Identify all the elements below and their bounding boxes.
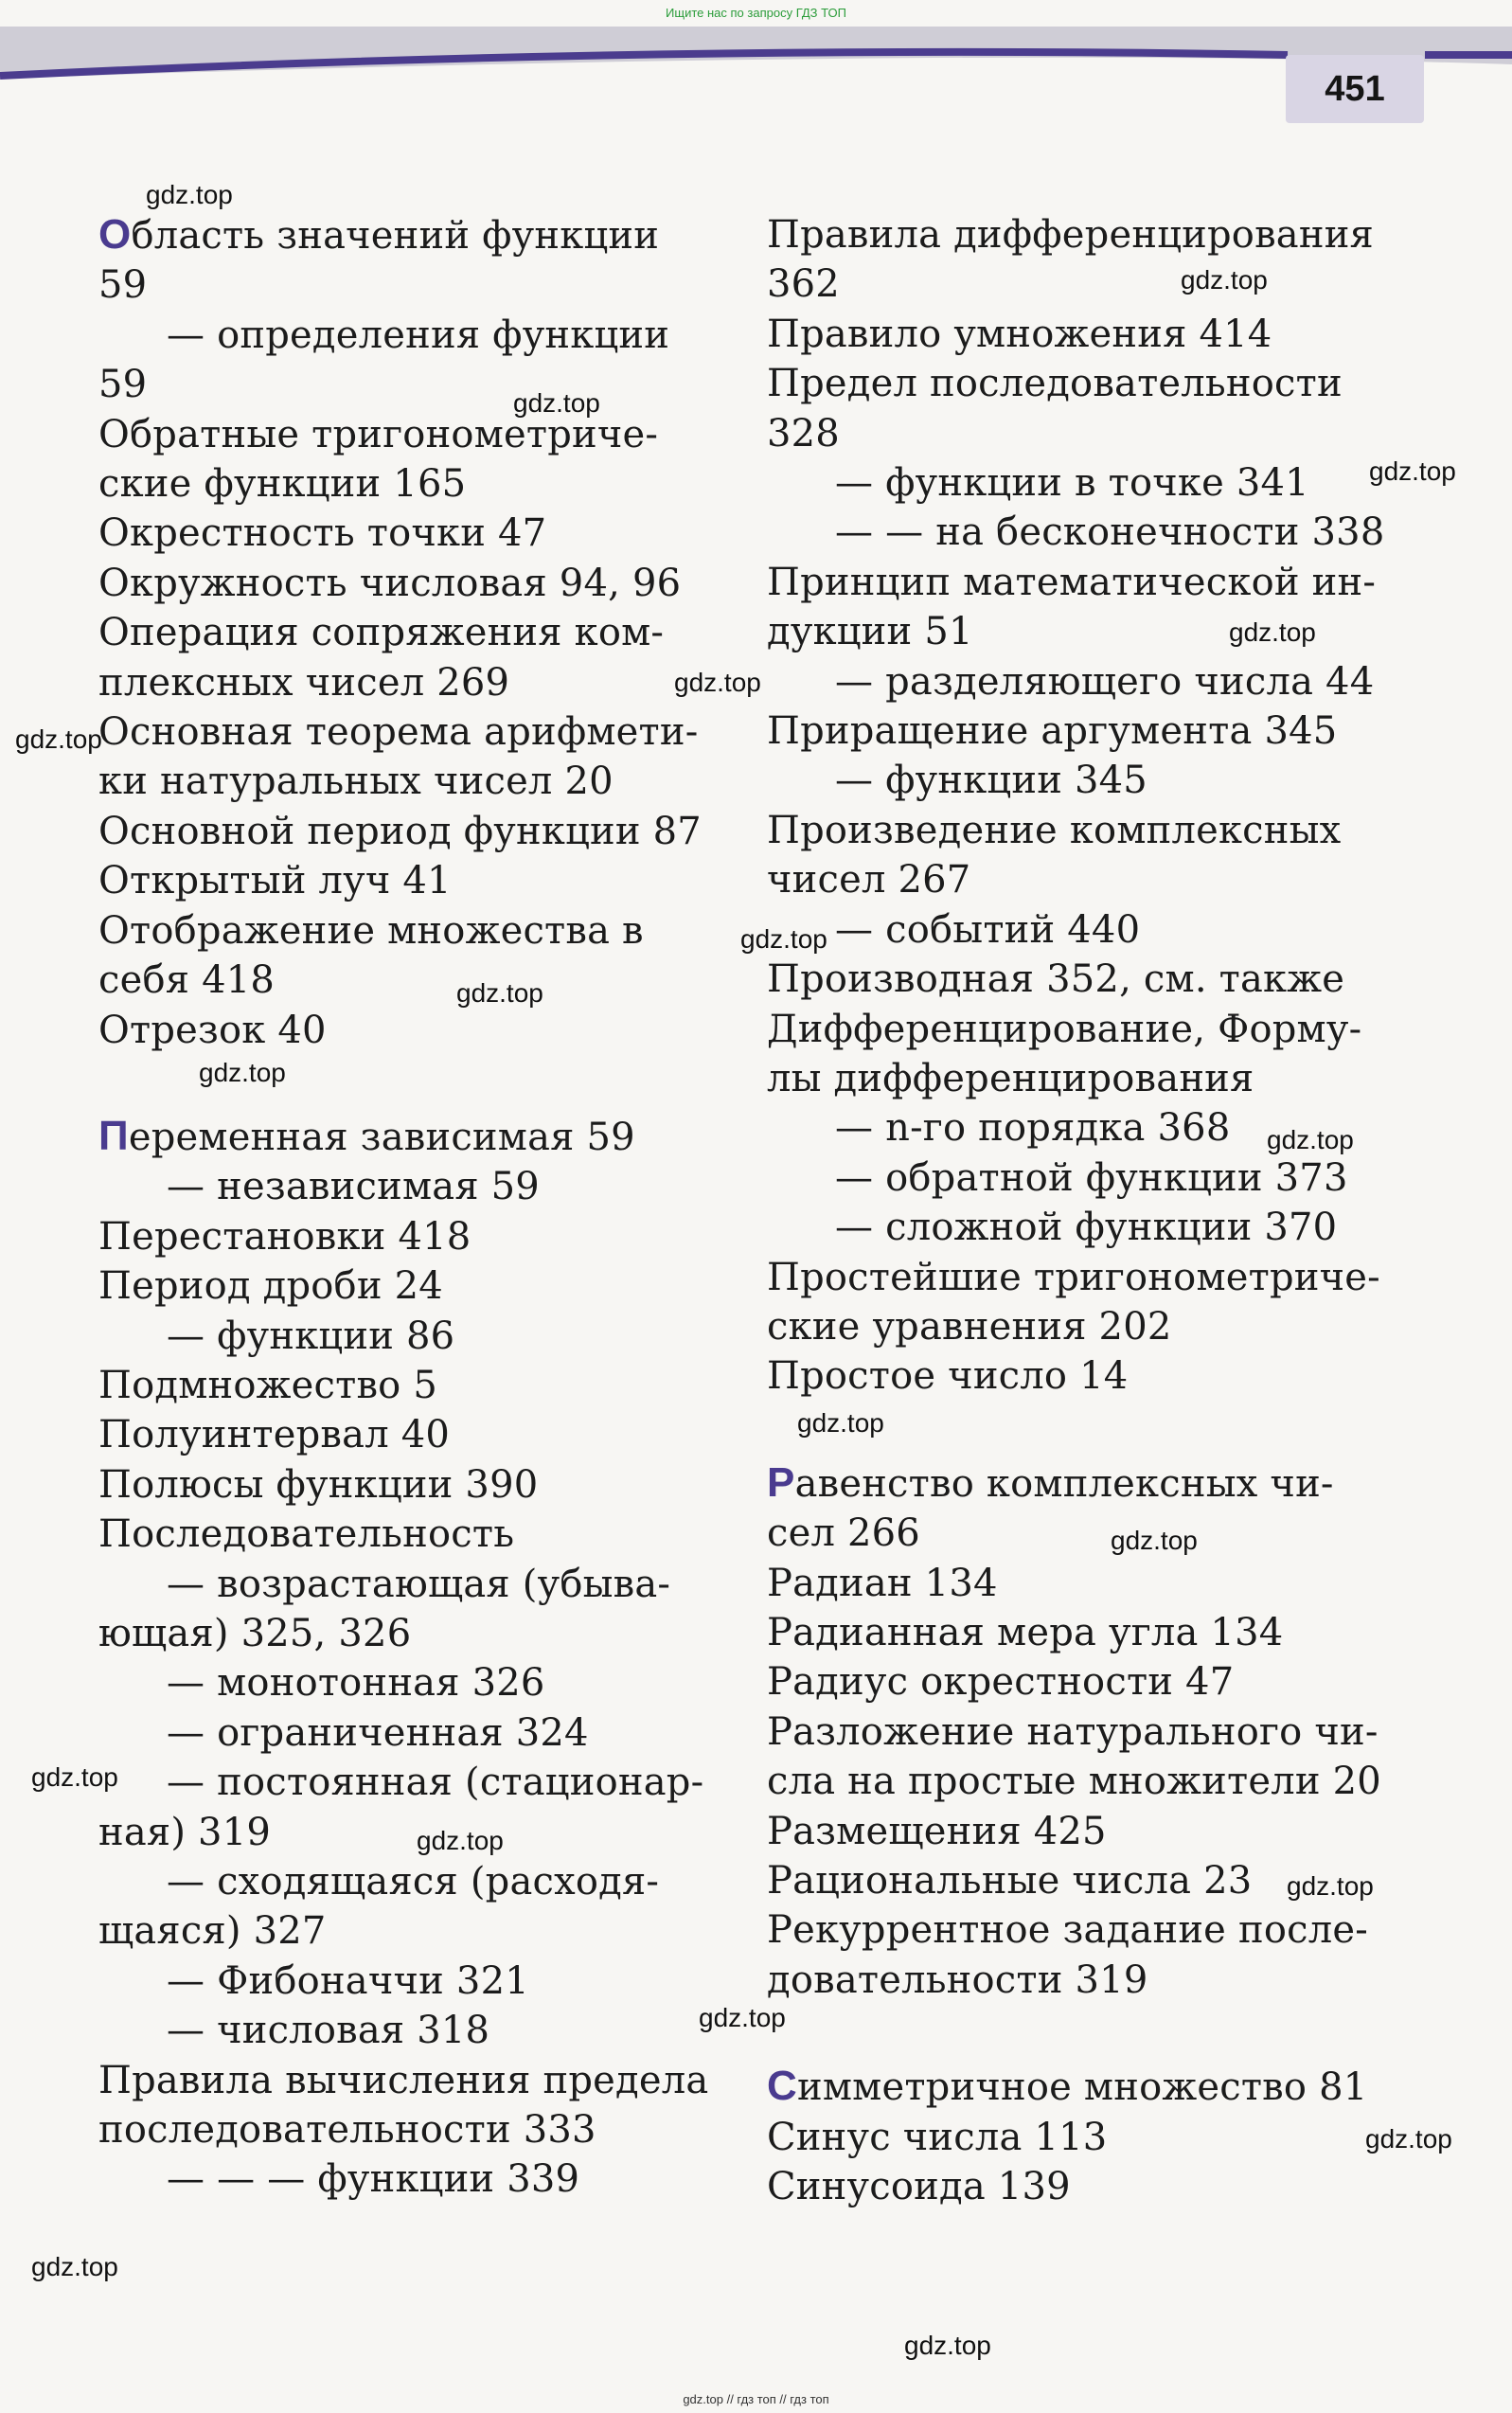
watermark: gdz.top — [1267, 1125, 1354, 1154]
index-entry — [98, 260, 695, 310]
index-entry-text: — монотонная 326 — [167, 1661, 545, 1706]
index-entry — [98, 658, 695, 707]
index-entry — [98, 1808, 695, 1857]
top-banner[interactable]: Ищите нас по запросу ГДЗ ТОП — [666, 6, 846, 20]
index-entry — [767, 1757, 1381, 1806]
index-entry-text: Приращение аргумента 345 — [767, 709, 1338, 754]
index-entry — [98, 757, 695, 806]
section-letter: Р — [767, 1458, 795, 1506]
index-entry — [98, 509, 695, 558]
index-entry — [98, 906, 695, 956]
index-entry-text: 362 — [767, 262, 840, 307]
index-entry — [98, 1410, 695, 1459]
index-entry-text: 59 — [98, 263, 148, 308]
section-letter: О — [98, 211, 132, 258]
index-entry — [98, 2056, 709, 2105]
index-entry-text: Простейшие тригонометриче- — [767, 1255, 1380, 1299]
index-entry-text: — — на бесконечности 338 — [835, 510, 1385, 555]
index-entry — [98, 559, 695, 608]
index-entry-text: Последовательность — [98, 1512, 515, 1557]
watermark: gdz.top — [699, 2003, 786, 2032]
section-letter: С — [767, 2063, 797, 2110]
index-entry — [767, 2062, 1368, 2112]
index-entry-text: лы дифференцирования — [767, 1056, 1254, 1100]
watermark: gdz.top — [1229, 617, 1316, 647]
index-entry — [98, 807, 702, 856]
index-entry-text: Отрезок 40 — [98, 1008, 327, 1052]
index-entry-text: — определения функции — [167, 313, 670, 357]
index-entry — [98, 1708, 695, 1758]
index-entry — [98, 2154, 695, 2204]
index-entry — [98, 1906, 695, 1956]
index-entry-text: — n-го порядка 368 — [835, 1106, 1231, 1151]
index-entry-text: плексных чисел 269 — [98, 660, 510, 705]
index-entry-text: — разделяющего числа 44 — [835, 659, 1375, 704]
index-entry — [98, 360, 695, 409]
index-entry — [767, 1657, 1363, 1707]
watermark: gdz.top — [31, 2252, 118, 2281]
index-entry-text: Радианная мера угла 134 — [767, 1610, 1284, 1654]
index-entry-text: Открытый луч 41 — [98, 859, 452, 903]
index-entry — [98, 1857, 695, 1906]
index-entry — [98, 707, 699, 757]
page-number: 451 — [1286, 55, 1424, 123]
index-entry — [767, 1559, 1363, 1608]
index-entry-text: авенство комплексных чи- — [794, 1461, 1334, 1506]
index-entry — [767, 1054, 1363, 1103]
index-entry — [98, 1609, 695, 1658]
index-entry-text: — функции 86 — [167, 1314, 455, 1358]
index-entry — [767, 1956, 1363, 2005]
watermark: gdz.top — [1287, 1871, 1374, 1901]
index-entry-text: Радиус окрестности 47 — [767, 1660, 1235, 1705]
index-entry-text: ские уравнения 202 — [767, 1304, 1172, 1349]
index-entry-text: Полюсы функции 390 — [98, 1462, 539, 1507]
index-entry-text: Обратные тригонометриче- — [98, 412, 659, 456]
index-entry — [767, 905, 1363, 955]
index-entry-text: еременная зависимая 59 — [128, 1115, 635, 1159]
index-entry — [767, 359, 1363, 408]
index-entry — [767, 806, 1363, 855]
index-entry-text: Производная 352, см. также — [767, 957, 1345, 1002]
index-entry — [767, 508, 1385, 557]
watermark: gdz.top — [15, 724, 102, 754]
watermark: gdz.top — [31, 1762, 118, 1792]
index-entry — [98, 1957, 695, 2006]
index-entry — [767, 1905, 1368, 1955]
index-entry-text: дукции 51 — [767, 610, 973, 654]
index-entry — [767, 1458, 1363, 1509]
index-entry-text: Основная теорема арифмети- — [98, 710, 699, 755]
index-entry-text: Окрестность точки 47 — [98, 511, 547, 556]
index-entry — [767, 1856, 1363, 1905]
index-entry-text: Период дроби 24 — [98, 1264, 443, 1309]
index-entry-text: — событий 440 — [835, 907, 1141, 952]
index-entry — [767, 558, 1377, 607]
watermark: gdz.top — [674, 668, 761, 697]
index-entry-text: — Фибоначчи 321 — [167, 1958, 529, 2003]
watermark: gdz.top — [456, 978, 543, 1008]
index-entry-text: Предел последовательности — [767, 362, 1343, 406]
watermark: gdz.top — [904, 2331, 991, 2360]
index-entry-text: последовательности 333 — [98, 2108, 596, 2153]
index-entry-text: — ограниченная 324 — [167, 1710, 589, 1755]
index-entry-text: Правила вычисления предела — [98, 2058, 709, 2102]
index-entry — [767, 259, 1363, 309]
index-entry-text: довательности 319 — [767, 1957, 1148, 2002]
index-entry — [98, 1112, 695, 1162]
index-entry-text: Основной период функции 87 — [98, 809, 702, 853]
index-entry — [98, 311, 695, 360]
index-entry — [767, 706, 1363, 756]
index-column-left — [98, 210, 709, 2205]
watermark: gdz.top — [1111, 1526, 1198, 1555]
index-entry-text: ские функции 165 — [98, 462, 467, 507]
index-entry-text: Синусоида 139 — [767, 2165, 1071, 2209]
index-entry — [98, 1261, 695, 1311]
index-entry-text: 59 — [98, 363, 148, 407]
index-entry-text: Перестановки 418 — [98, 1214, 471, 1259]
index-entry-text: ющая) 325, 326 — [98, 1611, 412, 1655]
index-entry-text: имметричное множество 81 — [796, 2065, 1368, 2110]
index-entry — [98, 1510, 695, 1559]
index-entry — [98, 2006, 695, 2055]
index-entry — [767, 1707, 1379, 1757]
bottom-banner[interactable]: gdz.top // гдз топ // гдз топ — [683, 2392, 829, 2406]
index-entry — [98, 1312, 695, 1361]
index-entry-text: Принцип математической ин- — [767, 560, 1377, 604]
index-entry — [767, 1203, 1363, 1252]
index-entry — [98, 1361, 695, 1410]
watermark: gdz.top — [1181, 265, 1268, 295]
index-entry — [98, 1212, 695, 1261]
index-entry-text: Рекуррентное задание после- — [767, 1908, 1368, 1953]
index-column-right — [767, 210, 1385, 2211]
index-entry-text: Дифференцирование, Форму- — [767, 1007, 1362, 1051]
index-entry — [98, 1758, 704, 1807]
index-entry-text: Операция сопряжения ком- — [98, 611, 665, 655]
index-entry — [98, 1560, 695, 1609]
index-entry-text: — функции 345 — [835, 759, 1147, 803]
index-entry-text: сел 266 — [767, 1511, 920, 1556]
index-entry — [98, 1460, 695, 1510]
index-entry — [767, 1608, 1363, 1657]
index-entry-text: Размещения 425 — [767, 1809, 1107, 1853]
watermark: gdz.top — [199, 1058, 286, 1087]
index-entry-text: — — — функции 339 — [167, 2157, 580, 2202]
watermark: gdz.top — [1365, 2124, 1452, 2154]
watermark: gdz.top — [417, 1826, 504, 1855]
index-entry — [98, 608, 695, 657]
index-entry-text: Разложение натурального чи- — [767, 1709, 1379, 1754]
index-entry — [98, 956, 695, 1005]
index-entry — [767, 657, 1375, 706]
index-entry — [767, 1253, 1380, 1302]
section-gap — [767, 2005, 1363, 2062]
index-entry — [767, 1351, 1363, 1401]
index-entry — [98, 459, 695, 509]
index-entry — [767, 1302, 1363, 1351]
index-entry — [767, 955, 1363, 1004]
index-entry-text: ная) 319 — [98, 1810, 272, 1854]
index-entry-text: Отображение множества в — [98, 908, 644, 953]
index-entry-text: Правило умножения 414 — [767, 312, 1272, 356]
index-entry — [767, 756, 1363, 805]
index-entry-text: бласть значений функции — [131, 214, 660, 258]
index-entry — [98, 410, 695, 459]
index-entry — [767, 1153, 1363, 1203]
watermark: gdz.top — [146, 180, 233, 209]
index-entry — [98, 2105, 695, 2154]
index-entry-text: — возрастающая (убыва- — [167, 1562, 671, 1606]
section-gap — [98, 1055, 695, 1112]
index-entry — [767, 458, 1363, 508]
watermark: gdz.top — [797, 1408, 884, 1438]
index-entry — [767, 1509, 1363, 1558]
index-entry — [767, 1807, 1363, 1856]
index-entry — [98, 1006, 695, 1055]
index-entry — [98, 210, 695, 260]
index-entry — [98, 1162, 695, 1211]
index-entry — [767, 2113, 1363, 2162]
index-entry — [98, 1658, 695, 1707]
index-entry-text: Простое число 14 — [767, 1354, 1129, 1399]
index-entry-text: — сложной функции 370 — [835, 1206, 1338, 1250]
index-entry-text: — обратной функции 373 — [835, 1155, 1348, 1200]
index-entry-text: себя 418 — [98, 958, 276, 1003]
section-letter: П — [98, 1112, 129, 1159]
index-entry — [98, 856, 695, 905]
index-entry-text: 328 — [767, 411, 840, 456]
index-entry-text: Полуинтервал 40 — [98, 1413, 451, 1457]
index-entry — [767, 855, 1363, 904]
watermark: gdz.top — [513, 388, 600, 418]
index-entry-text: Правила дифференцирования — [767, 213, 1374, 257]
index-entry-text: сла на простые множители 20 — [767, 1760, 1381, 1804]
index-entry — [767, 409, 1363, 458]
index-entry-text: — сходящаяся (расходя- — [167, 1860, 660, 1904]
index-entry-text: — независимая 59 — [167, 1165, 540, 1209]
watermark: gdz.top — [1369, 456, 1456, 486]
index-entry-text: Рациональные числа 23 — [767, 1859, 1253, 1903]
index-entry-text: Подмножество 5 — [98, 1363, 438, 1407]
index-entry-text: — постоянная (стационар- — [167, 1761, 704, 1805]
index-entry-text: щаяся) 327 — [98, 1909, 327, 1954]
index-entry-text: чисел 267 — [767, 858, 971, 903]
index-entry — [767, 2162, 1363, 2211]
watermark: gdz.top — [740, 924, 827, 954]
index-entry-text: Синус числа 113 — [767, 2115, 1108, 2159]
index-entry-text: — функции в точке 341 — [835, 461, 1309, 506]
index-entry-text: Произведение комплексных — [767, 808, 1342, 852]
index-entry — [767, 210, 1374, 259]
index-entry-text: ки натуральных чисел 20 — [98, 760, 614, 804]
index-entry-text: Радиан 134 — [767, 1561, 998, 1605]
index-entry-text: — числовая 318 — [167, 2009, 490, 2053]
index-entry — [767, 310, 1363, 359]
index-entry-text: Окружность числовая 94, 96 — [98, 561, 682, 605]
index-entry — [767, 1005, 1363, 1054]
